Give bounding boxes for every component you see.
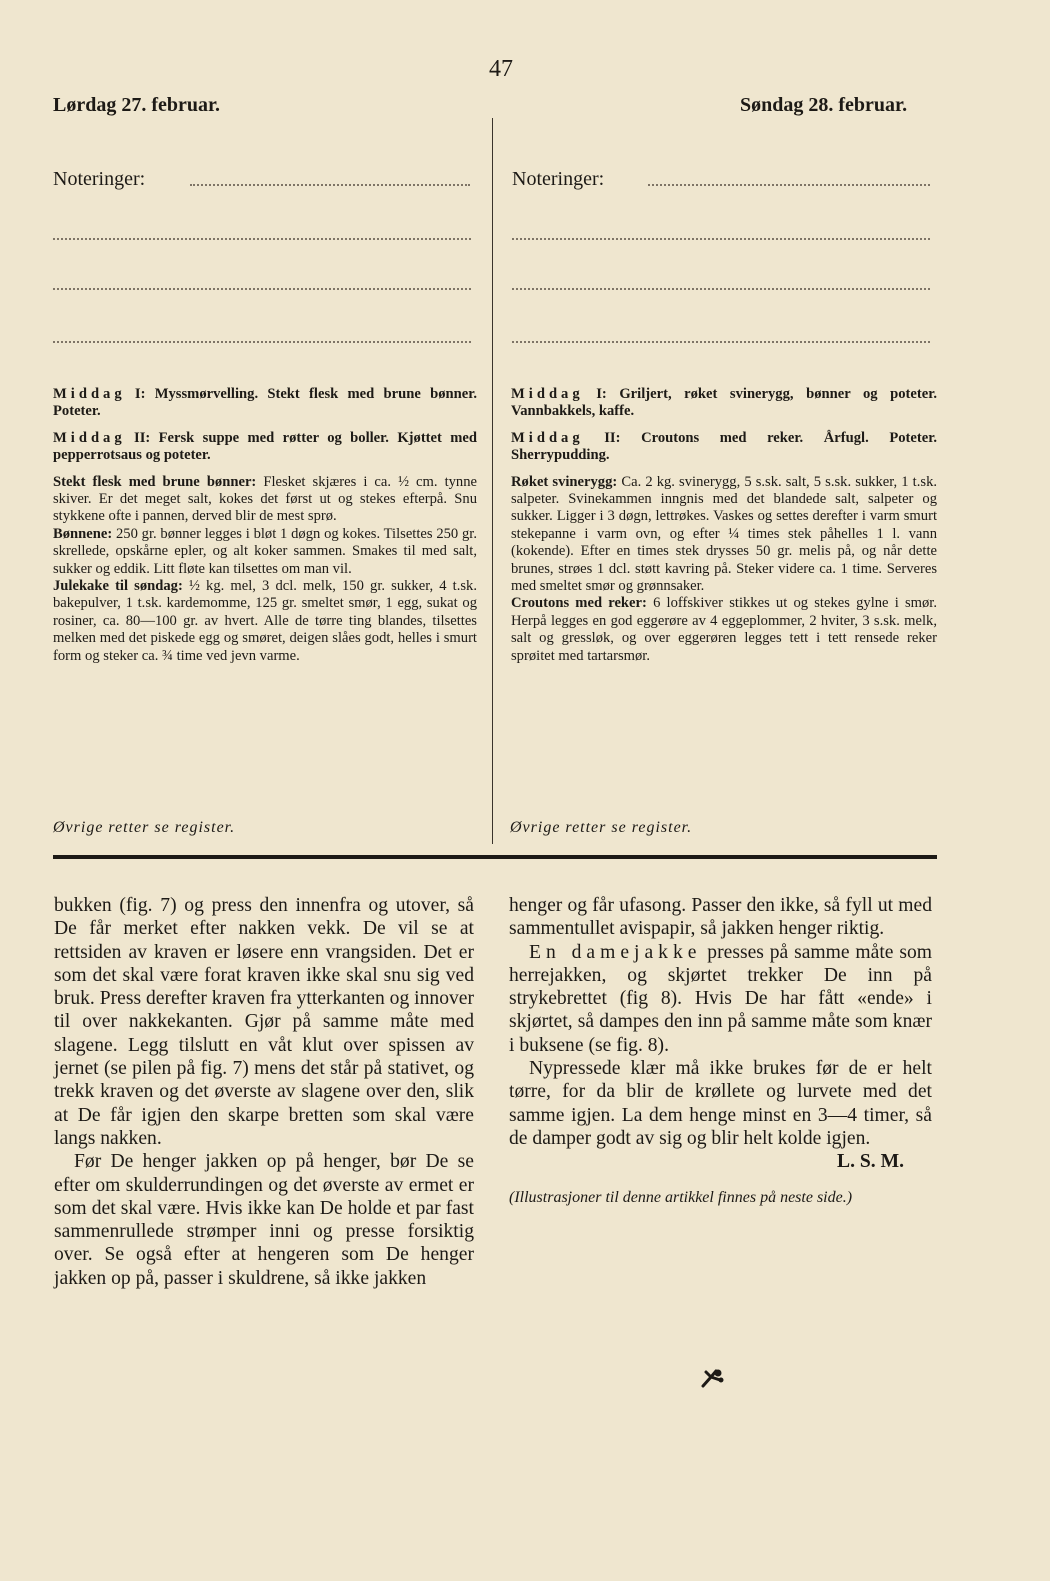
article-paragraph: henger og får ufasong. Passer den ikke, så fyll ut med sammentullet avispapir, så jakken henger riktig. — [509, 895, 932, 940]
right-notes-line-3 — [512, 288, 930, 290]
article-right-column — [509, 894, 932, 1209]
right-notes-line-1 — [648, 184, 930, 186]
right-middag-2: Middag II: Croutons med reker. Årfugl. Poteter. Sherrypudding. — [511, 429, 937, 464]
author-signature: L. S. M. — [837, 1151, 904, 1173]
damejakke-heading: En damejakke — [529, 941, 702, 963]
right-day-title: Søndag 28. februar. — [740, 94, 908, 116]
right-recipe-2: Croutons med reker: 6 loffskiver stikkes ut og stekes gylne i smør. Herpå legges en god eggerøre av 4 eggeplommer, 2 hviter, 3 s.sk. melk, salt og gressløk, og over eggerøren legges tett i tett rensede reker sprøitet med tartarsmør. — [511, 595, 937, 664]
right-notes-line-4 — [512, 341, 930, 343]
left-day-title: Lørdag 27. februar. — [53, 94, 221, 116]
right-recipe-1: Røket svinerygg: Ca. 2 kg. svinerygg, 5 s.sk. salt, 5 s.sk. sukker, 1 t.sk. salpeter. Svinekammen inngnis med det blandede salt, salpeter og sukker. Ligger i 3 døgn, lettrøkes. Vaskes og settes derefter i varm smurt stekepanne i varm ovn, og efter ¼ times stek påhelles 1 l. vann (kokende). Efter en times stek drysses 50 gr. melis på, og når dette brunes, strøes 1 dcl. støtt kavring på. Steker videre ca. 1 time. Serveres med smeltet smør og grønnsaker. — [511, 473, 938, 595]
column-divider — [492, 118, 493, 844]
right-footer-note: Øvrige retter se register. — [510, 819, 693, 836]
left-recipe-2: Bønnene: 250 gr. bønner legges i bløt 1 døgn og kokes. Tilsettes 250 gr. skrellede, opskårne epler, og alt koker sammen. Smakes til med salt, sukker og eddik. Litt fløte kan tilsettes om man vil. — [53, 525, 477, 577]
right-menu-column — [511, 386, 937, 665]
article-paragraph: bukken (fig. 7) og press den innenfra og utover, så De får merket efter nakken vekk. De vil se at rettsiden av kraven er løsere enn vrangsiden. Det er som det skal være forat kraven ikke skal snu sig ved bruk. Press derefter kraven fra ytterkanten og innover til over nakkekanten. Gjør på samme måte med slagene. Legg tilslutt en våt klut over spissen av jernet (se pilen på fig. 7) mens det står på stativet, og trekk kraven og det øverste av slagene over den, slik at De får igjen den skarpe bretten som skal være langs nakken. — [54, 895, 475, 1149]
left-footer-note: Øvrige retter se register. — [53, 819, 236, 836]
left-notes-line-2 — [53, 238, 471, 240]
right-middag-1: Middag I: Griljert, røket svinerygg, bønner og poteter. Vannbakkels, kaffe. — [511, 386, 938, 420]
left-recipe-3: Julekake til søndag: ½ kg. mel, 3 dcl. melk, 150 gr. sukker, 4 t.sk. bakepulver, 1 t.sk. kardemomme, 125 gr. smeltet smør, 1 egg, sukat og rosiner, ca. 80—100 gr. av hvert. Alle de tørre ting blandes, tilsettes melken med det piskede egg og smøret, deigen slåes godt, helles i smurt form og steker ca. ¾ time ved jevn varme. — [53, 578, 477, 664]
article-left-column — [54, 894, 474, 1290]
flower-ornament-icon — [700, 1368, 726, 1390]
article-paragraph: Nypressede klær må ikke brukes før de er helt tørre, for da blir de krøllete og lurvete med det samme igjen. La dem henge minst en 3—4 timer, så de damper godt av sig og blir helt kolde igjen. — [509, 1058, 932, 1149]
left-recipe-1: Stekt flesk med brune bønner: Flesket skjæres i ca. ½ cm. tynne skiver. Er det meget salt, kokes det først ut og stekes efterpå. Snu stykkene ofte i pannen, derved blir de mest sprø. — [53, 473, 477, 525]
left-middag-2: Middag II: Fersk suppe med røtter og boller. Kjøttet med pepperrotsaus og poteter. — [53, 429, 477, 464]
article-paragraph: En damejakke presses på samme måte som herrejakken, og skjørtet trekker De inn på strykebrettet (fig 8). Hvis De har fått «ende» i skjørtet, så dampes den inn på samme måte som knær i buksene (se fig. 8). — [509, 941, 932, 1056]
left-middag-1: Middag I: Myssmørvelling. Stekt flesk med brune bønner. Poteter. — [53, 386, 477, 420]
illustration-caption: (Illustrasjoner til denne artikkel finnes på neste side.) — [509, 1188, 853, 1206]
section-rule — [53, 855, 937, 859]
left-menu-column — [53, 386, 477, 665]
article-paragraph: Før De henger jakken op på henger, bør De se efter om skulderrundingen og det øverste av ermet er som det skal være. Hvis ikke kan De holde et par fast sammenrullede strømper inni og presse forsiktig over. Se også efter at hengeren som De henger jakken op på, passer i skuldrene, så ikke jakken — [54, 1151, 474, 1289]
right-notes-line-2 — [512, 238, 930, 240]
page-number: 47 — [489, 56, 513, 82]
right-notes-label: Noteringer: — [512, 168, 605, 190]
left-notes-line-3 — [53, 288, 471, 290]
left-notes-label: Noteringer: — [53, 168, 146, 190]
left-notes-line-4 — [53, 341, 471, 343]
left-notes-line-1 — [190, 184, 470, 186]
